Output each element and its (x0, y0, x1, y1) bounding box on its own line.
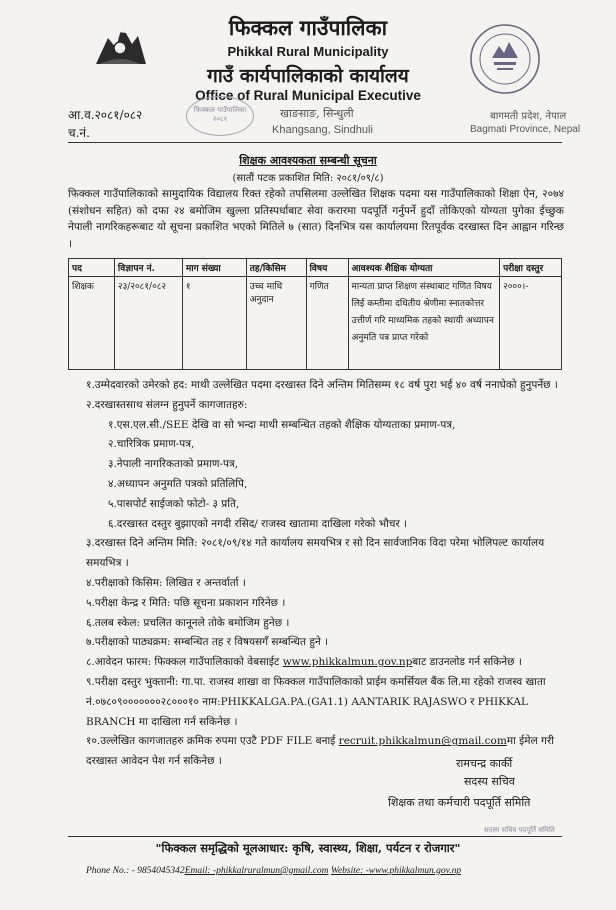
footer-divider (68, 836, 562, 837)
cell-post: शिक्षक (69, 277, 115, 370)
notice-intro: फिक्कल गाउँपालिकाको सामुदायिक विद्यालय रिक्त रहेको तपसिलमा उल्लेखित शिक्षक पदमा यस गाउँपालिकाको शिक्षा ऐन, २०७४ (संशोधन सहित) को दफा २४ बमोजिम खुल्ला प्रतिस्पर्धाबाट सेवा करारमा पदपूर्ति गर्नुपर्ने हुदाँ तोकिएको योग्यता पुगेका ईच्छुक नेपाली नागरिकहरूबाट यो सूचना प्रकाशित भएको मितिले ७ (सात) दिनभित्र यस कार्यालयमा रितपूर्वक दरखास्त दिन आह्वान गरिन्छ । (68, 188, 564, 250)
table-row (69, 277, 562, 370)
letter-number-label: च.नं. (68, 126, 90, 140)
office-name-en: Office of Rural Municipal Executive (195, 88, 421, 103)
col-header-post: पद (69, 259, 115, 277)
address-en: Khangsang, Sindhuli (272, 124, 373, 136)
col-header-subject: विषय (306, 259, 348, 277)
doc-item: ६.दरखास्त दस्तुर बुझाएको नगदी रसिद/ राजस्व खातामा दाखिला गरेको भौचर । (108, 517, 408, 530)
notice-date: (सातौं पटक प्रकाशित मिति: २०८१/०९/८) (232, 173, 384, 184)
fiscal-year: आ.व.२०८१/०८२ (68, 108, 143, 122)
item-salary: ६.तलब स्केल: प्रचलित कानूनले तोके बमोजिम हुनेछ । (86, 616, 290, 629)
footer-website[interactable]: Website: -www.phikkalmun.gov.np (330, 866, 462, 876)
col-header-level: तह/किसिम (246, 259, 306, 277)
signature-stamp: सदस्य सचिव पदपूर्ति समिति (484, 826, 555, 834)
item-deadline: ३.दरखास्त दिने अन्तिम मिति: २०८१/०९/१४ गते कार्यालय समयभित्र र सो दिन सार्वजानिक विदा परेमा भोलिपल्ट कार्यालय समयभित्र । (86, 537, 545, 570)
item-application-form (86, 653, 564, 673)
item-documents: २.दरखास्तसाथ संलग्न हुनुपर्ने कागजातहरु: (86, 398, 248, 411)
item-application-form-tail: बाट डाउनलोड गर्न सकिनेछ । (412, 656, 522, 669)
item-submission-text: १०.उल्लेखित कागजातहरु क्रमिक रुपमा एउटै PDF FILE बनाई (86, 735, 339, 748)
col-header-qualification: आवश्यक शैक्षिक योग्यता (348, 259, 500, 277)
item-fee-payment: ९.परीक्षा दस्तुर भुक्तानी: गा.पा. राजस्व शाखा वा फिक्कल गाउँपालिकाको प्राईम कमर्सियल बैंक लि.मा रहेको राजस्व खाता नं.०७८०९०००००००२८०००१० नाम:PHIKKALGA.PA.(GA1.1) AANTARIK RAJASWO र PHIKKAL BRANCH मा दाखिला गर्न सकिनेछ । (86, 675, 546, 728)
col-header-demand: माग संख्या (182, 259, 246, 277)
office-name-np: गाउँ कार्यपालिकाको कार्यालय (207, 65, 409, 87)
footer-phone: Phone No.: - 9854045342 (86, 866, 185, 876)
signatory-role: सदस्य सचिव (464, 775, 515, 788)
doc-item: ४.अध्यापन अनुमति पत्रको प्रतिलिपि, (108, 477, 248, 490)
municipality-name-en: Phikkal Rural Municipality (227, 44, 389, 59)
item-submission-tail: मा ईमेल गरी दरखास्त आवेदन पेश गर्न सकिनेछ । (86, 735, 554, 768)
table-header-row (69, 259, 562, 277)
municipality-name-np: फिक्कल गाउँपालिका (228, 15, 388, 40)
col-header-ad-number: विज्ञापन नं. (114, 259, 182, 277)
footer-slogan: "फिक्कल समृद्धिको मूलआधार: कृषि, स्वास्थ्य, शिक्षा, पर्यटन र रोजगार" (155, 841, 461, 855)
province-en: Bagmati Province, Nepal (470, 124, 581, 135)
doc-item: ५.पासपोर्ट साईजको फोटो- ३ प्रति, (108, 497, 240, 510)
cell-qualification: मान्यता प्राप्त शिक्षण संस्थाबाट गणित विषय लिई कम्तीमा दधितीय श्रेणीमा स्नातकोत्तर उत्तीर्ण गरि माध्यमिक तहको स्थायी अध्यापन अनुमति पत्र प्राप्त गरेको (348, 277, 500, 370)
cell-ad-number: २३/२०८१/०८२ (114, 277, 182, 370)
cell-demand: १ (182, 277, 246, 370)
signatory-name: रामचन्द्र कार्की (456, 757, 513, 770)
header-divider (68, 142, 562, 143)
address-np: खाङसाङ, सिन्धुली (280, 107, 354, 120)
footer-email[interactable]: Email: -phikkalruralmun@gmail.com (184, 866, 329, 876)
item-syllabus: ७.परीक्षाको पाठ्यक्रम: सम्बन्धित तह र विषयसगँ सम्बन्धित हुने । (86, 636, 329, 649)
office-stamp-text: फिक्कल गाउँपालिका २०८१ (193, 106, 247, 123)
doc-item: १.एस.एल.सी./SEE देखि वा सो भन्दा माथी सम्बन्धित तहको शैक्षिक योग्यताका प्रमाण-पत्र, (108, 418, 456, 431)
doc-item: ३.नेपाली नागरिकताको प्रमाण-पत्र, (108, 458, 239, 471)
cell-fee: २०००।- (500, 277, 562, 370)
recruit-email-link[interactable]: recruit.phikkalmun@gmail.com (338, 735, 507, 748)
notice-title: शिक्षक आवश्यकता सम्बन्धी सूचना (239, 154, 377, 167)
website-link[interactable]: www.phikkalmun.gov.np (282, 656, 413, 669)
item-exam-centre: ५.परीक्षा केन्द्र र मिति: पछि सूचना प्रकाशन गरिनेछ । (86, 596, 286, 609)
cell-level: उच्च माधि अनुदान (246, 277, 306, 370)
item-exam-type: ४.परीक्षाको किसिम: लिखित र अन्तर्वार्ता । (86, 576, 246, 589)
vacancy-table (68, 258, 562, 370)
doc-item: २.चारित्रिक प्रमाण-पत्र, (108, 438, 195, 451)
cell-subject: गणित (306, 277, 348, 370)
col-header-fee: परीक्षा दस्तुर (500, 259, 562, 277)
province-np: बागमती प्रदेश, नेपाल (490, 111, 567, 122)
signatory-committee: शिक्षक तथा कर्मचारी पदपूर्ति समिति (388, 796, 531, 809)
item-age-limit: १.उम्मेदवारको उमेरको हद: माथी उल्लेखित पदमा दरखास्त दिने अन्तिम मितिसम्म १८ वर्ष पुरा भई ४० वर्ष ननाघेको हुनुपर्नेछ । (86, 379, 558, 391)
notice-body (86, 376, 564, 772)
footer-contact (86, 866, 461, 876)
item-application-form-text: ८.आवेदन फारम: फिक्कल गाउँपालिकाको वेबसाईट (86, 656, 283, 669)
